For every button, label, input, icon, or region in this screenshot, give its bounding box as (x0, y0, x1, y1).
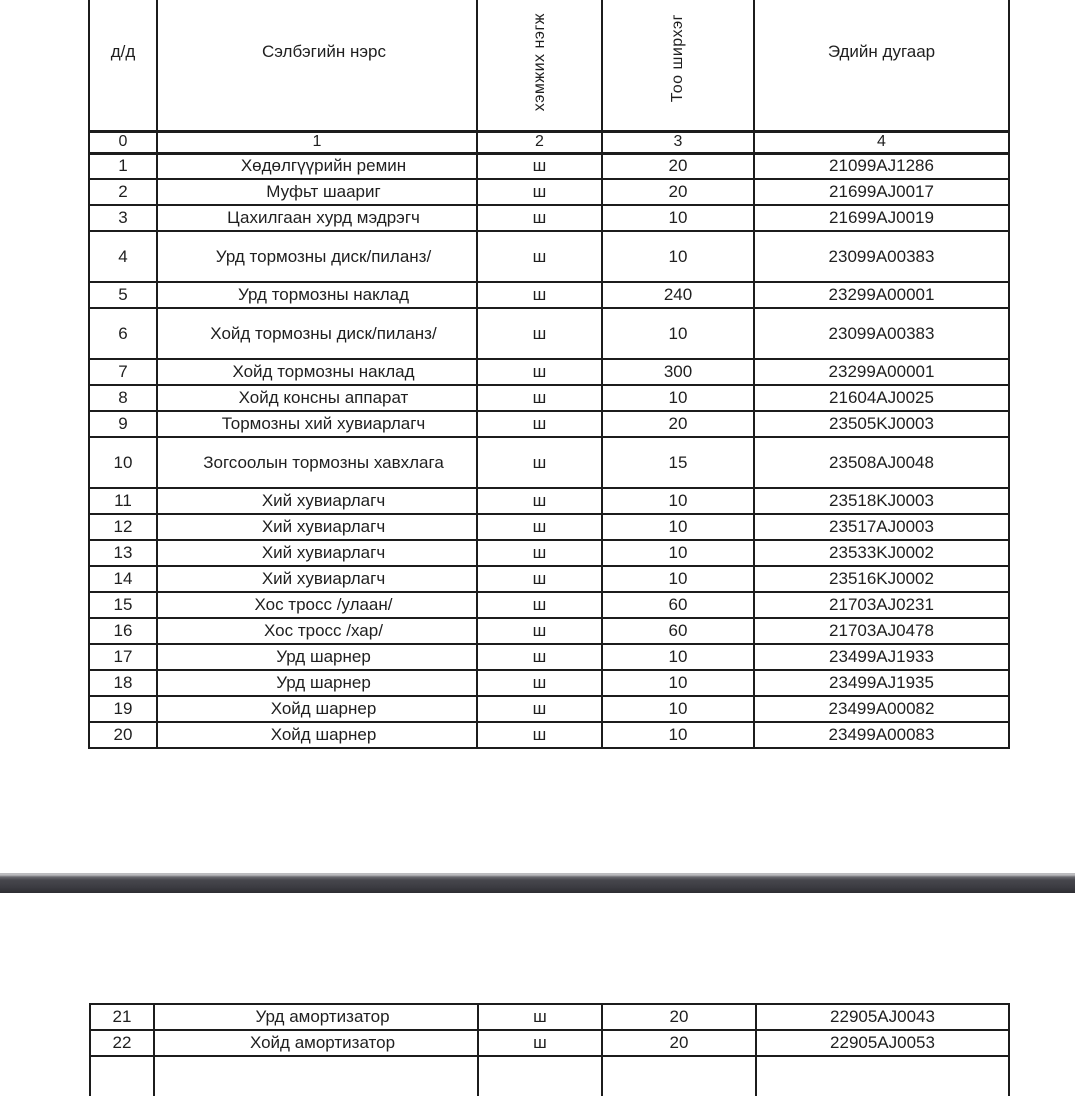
column-index: 3 (602, 131, 754, 153)
part-number-cell: 21703AJ0231 (754, 592, 1009, 618)
part-name-cell: Хойд амортизатор (154, 1030, 478, 1056)
table-row (89, 618, 1009, 644)
spare-parts-table-page2 (89, 1003, 1010, 1096)
part-number-cell: 23508AJ0048 (754, 437, 1009, 488)
unit-cell: ш (477, 359, 602, 385)
unit-cell: ш (477, 282, 602, 308)
quantity-cell: 20 (602, 1030, 756, 1056)
quantity-cell: 10 (602, 644, 754, 670)
table-row (89, 282, 1009, 308)
quantity-cell: 10 (602, 488, 754, 514)
unit-cell: ш (477, 540, 602, 566)
unit-cell: ш (477, 514, 602, 540)
row-number-cell: 15 (89, 592, 157, 618)
table-row (89, 437, 1009, 488)
part-name-cell (154, 1056, 478, 1096)
part-name-cell: Хойд консны аппарат (157, 385, 477, 411)
table-row (89, 153, 1009, 179)
row-number-cell: 8 (89, 385, 157, 411)
quantity-cell: 10 (602, 205, 754, 231)
row-number-cell: 17 (89, 644, 157, 670)
header-unit-vertical-label: хэмжих нэгж (530, 13, 548, 112)
table-row (89, 566, 1009, 592)
part-number-cell: 23099A00383 (754, 308, 1009, 359)
unit-cell: ш (478, 1004, 602, 1030)
part-number-cell: 21604AJ0025 (754, 385, 1009, 411)
part-name-cell: Хойд шарнер (157, 722, 477, 748)
quantity-cell: 10 (602, 540, 754, 566)
table-row (90, 1004, 1009, 1030)
quantity-cell: 60 (602, 618, 754, 644)
table-row (89, 670, 1009, 696)
part-number-cell: 23099A00383 (754, 231, 1009, 282)
table-row (89, 696, 1009, 722)
header-part-name: Сэлбэгийн нэрс (157, 0, 477, 131)
part-number-cell: 23533KJ0002 (754, 540, 1009, 566)
unit-cell: ш (477, 722, 602, 748)
unit-cell: ш (477, 179, 602, 205)
part-name-cell: Цахилгаан хурд мэдрэгч (157, 205, 477, 231)
unit-cell (478, 1056, 602, 1096)
part-name-cell: Хий хувиарлагч (157, 488, 477, 514)
part-number-cell: 23499A00083 (754, 722, 1009, 748)
table-row (90, 1030, 1009, 1056)
row-number-cell: 1 (89, 153, 157, 179)
table-row (89, 488, 1009, 514)
table-row (89, 385, 1009, 411)
header-part-number: Эдийн дугаар (754, 0, 1009, 131)
unit-cell: ш (477, 308, 602, 359)
unit-cell: ш (477, 644, 602, 670)
header-quantity (602, 0, 754, 131)
row-number-cell: 12 (89, 514, 157, 540)
part-number-cell: 23499AJ1935 (754, 670, 1009, 696)
quantity-cell: 20 (602, 411, 754, 437)
page-break-separator (0, 873, 1075, 893)
part-number-cell: 21703AJ0478 (754, 618, 1009, 644)
table-row (89, 722, 1009, 748)
row-number-cell: 10 (89, 437, 157, 488)
table-row (89, 231, 1009, 282)
part-number-cell: 23499A00082 (754, 696, 1009, 722)
row-number-cell: 4 (89, 231, 157, 282)
part-name-cell: Хойд шарнер (157, 696, 477, 722)
row-number-cell: 22 (90, 1030, 154, 1056)
spare-parts-table-page1 (88, 0, 1010, 749)
unit-cell: ш (477, 488, 602, 514)
part-name-cell: Хий хувиарлагч (157, 566, 477, 592)
table-row (89, 179, 1009, 205)
part-name-cell: Хойд тормозны диск/пиланз/ (157, 308, 477, 359)
unit-cell: ш (477, 385, 602, 411)
part-number-cell: 22905AJ0043 (756, 1004, 1009, 1030)
row-number-cell: 7 (89, 359, 157, 385)
header-unit (477, 0, 602, 131)
row-number-cell: 3 (89, 205, 157, 231)
part-number-cell: 23518KJ0003 (754, 488, 1009, 514)
table-row (89, 308, 1009, 359)
part-number-cell: 23505KJ0003 (754, 411, 1009, 437)
row-number-cell: 2 (89, 179, 157, 205)
unit-cell: ш (477, 205, 602, 231)
header-quantity-vertical-label: Тоо ширхэг (668, 14, 686, 103)
table-row (89, 411, 1009, 437)
quantity-cell: 20 (602, 179, 754, 205)
quantity-cell: 10 (602, 308, 754, 359)
part-number-cell: 21099AJ1286 (754, 153, 1009, 179)
part-name-cell: Хөдөлгүүрийн ремин (157, 153, 477, 179)
table-row (89, 592, 1009, 618)
quantity-cell (602, 1056, 756, 1096)
row-number-cell: 6 (89, 308, 157, 359)
quantity-cell: 10 (602, 696, 754, 722)
part-number-cell: 23517AJ0003 (754, 514, 1009, 540)
quantity-cell: 10 (602, 231, 754, 282)
quantity-cell: 15 (602, 437, 754, 488)
quantity-cell: 10 (602, 566, 754, 592)
quantity-cell: 10 (602, 514, 754, 540)
quantity-cell: 20 (602, 1004, 756, 1030)
unit-cell: ш (477, 592, 602, 618)
unit-cell: ш (477, 411, 602, 437)
part-number-cell: 23299A00001 (754, 359, 1009, 385)
quantity-cell: 240 (602, 282, 754, 308)
part-number-cell: 22905AJ0053 (756, 1030, 1009, 1056)
table-header-row (89, 0, 1009, 131)
part-number-cell: 21699AJ0019 (754, 205, 1009, 231)
part-number-cell: 23516KJ0002 (754, 566, 1009, 592)
part-number-cell: 23499AJ1933 (754, 644, 1009, 670)
quantity-cell: 60 (602, 592, 754, 618)
row-number-cell: 21 (90, 1004, 154, 1030)
part-name-cell: Урд тормозны наклад (157, 282, 477, 308)
column-index-row (89, 131, 1009, 153)
part-number-cell: 21699AJ0017 (754, 179, 1009, 205)
row-number-cell (90, 1056, 154, 1096)
row-number-cell: 14 (89, 566, 157, 592)
unit-cell: ш (477, 566, 602, 592)
part-name-cell: Тормозны хий хувиарлагч (157, 411, 477, 437)
part-number-cell: 23299A00001 (754, 282, 1009, 308)
header-no: д/д (89, 0, 157, 131)
part-name-cell: Хос тросс /хар/ (157, 618, 477, 644)
quantity-cell: 10 (602, 722, 754, 748)
row-number-cell: 13 (89, 540, 157, 566)
column-index: 4 (754, 131, 1009, 153)
row-number-cell: 11 (89, 488, 157, 514)
table-row (89, 540, 1009, 566)
part-name-cell: Хий хувиарлагч (157, 540, 477, 566)
table-row (89, 205, 1009, 231)
unit-cell: ш (477, 618, 602, 644)
quantity-cell: 20 (602, 153, 754, 179)
row-number-cell: 16 (89, 618, 157, 644)
part-name-cell: Урд амортизатор (154, 1004, 478, 1030)
unit-cell: ш (478, 1030, 602, 1056)
unit-cell: ш (477, 696, 602, 722)
column-index: 0 (89, 131, 157, 153)
partial-clipped-row (90, 1056, 1009, 1096)
part-name-cell: Урд шарнер (157, 644, 477, 670)
row-number-cell: 19 (89, 696, 157, 722)
part-number-cell (756, 1056, 1009, 1096)
unit-cell: ш (477, 231, 602, 282)
part-name-cell: Хойд тормозны наклад (157, 359, 477, 385)
quantity-cell: 10 (602, 670, 754, 696)
table-row (89, 644, 1009, 670)
row-number-cell: 18 (89, 670, 157, 696)
unit-cell: ш (477, 437, 602, 488)
row-number-cell: 5 (89, 282, 157, 308)
table-row (89, 359, 1009, 385)
quantity-cell: 300 (602, 359, 754, 385)
row-number-cell: 20 (89, 722, 157, 748)
part-name-cell: Муфьт шаариг (157, 179, 477, 205)
table-row (89, 514, 1009, 540)
unit-cell: ш (477, 153, 602, 179)
row-number-cell: 9 (89, 411, 157, 437)
part-name-cell: Зогсоолын тормозны хавхлага (157, 437, 477, 488)
part-name-cell: Урд тормозны диск/пиланз/ (157, 231, 477, 282)
column-index: 1 (157, 131, 477, 153)
part-name-cell: Хос тросс /улаан/ (157, 592, 477, 618)
part-name-cell: Хий хувиарлагч (157, 514, 477, 540)
column-index: 2 (477, 131, 602, 153)
part-name-cell: Урд шарнер (157, 670, 477, 696)
unit-cell: ш (477, 670, 602, 696)
quantity-cell: 10 (602, 385, 754, 411)
